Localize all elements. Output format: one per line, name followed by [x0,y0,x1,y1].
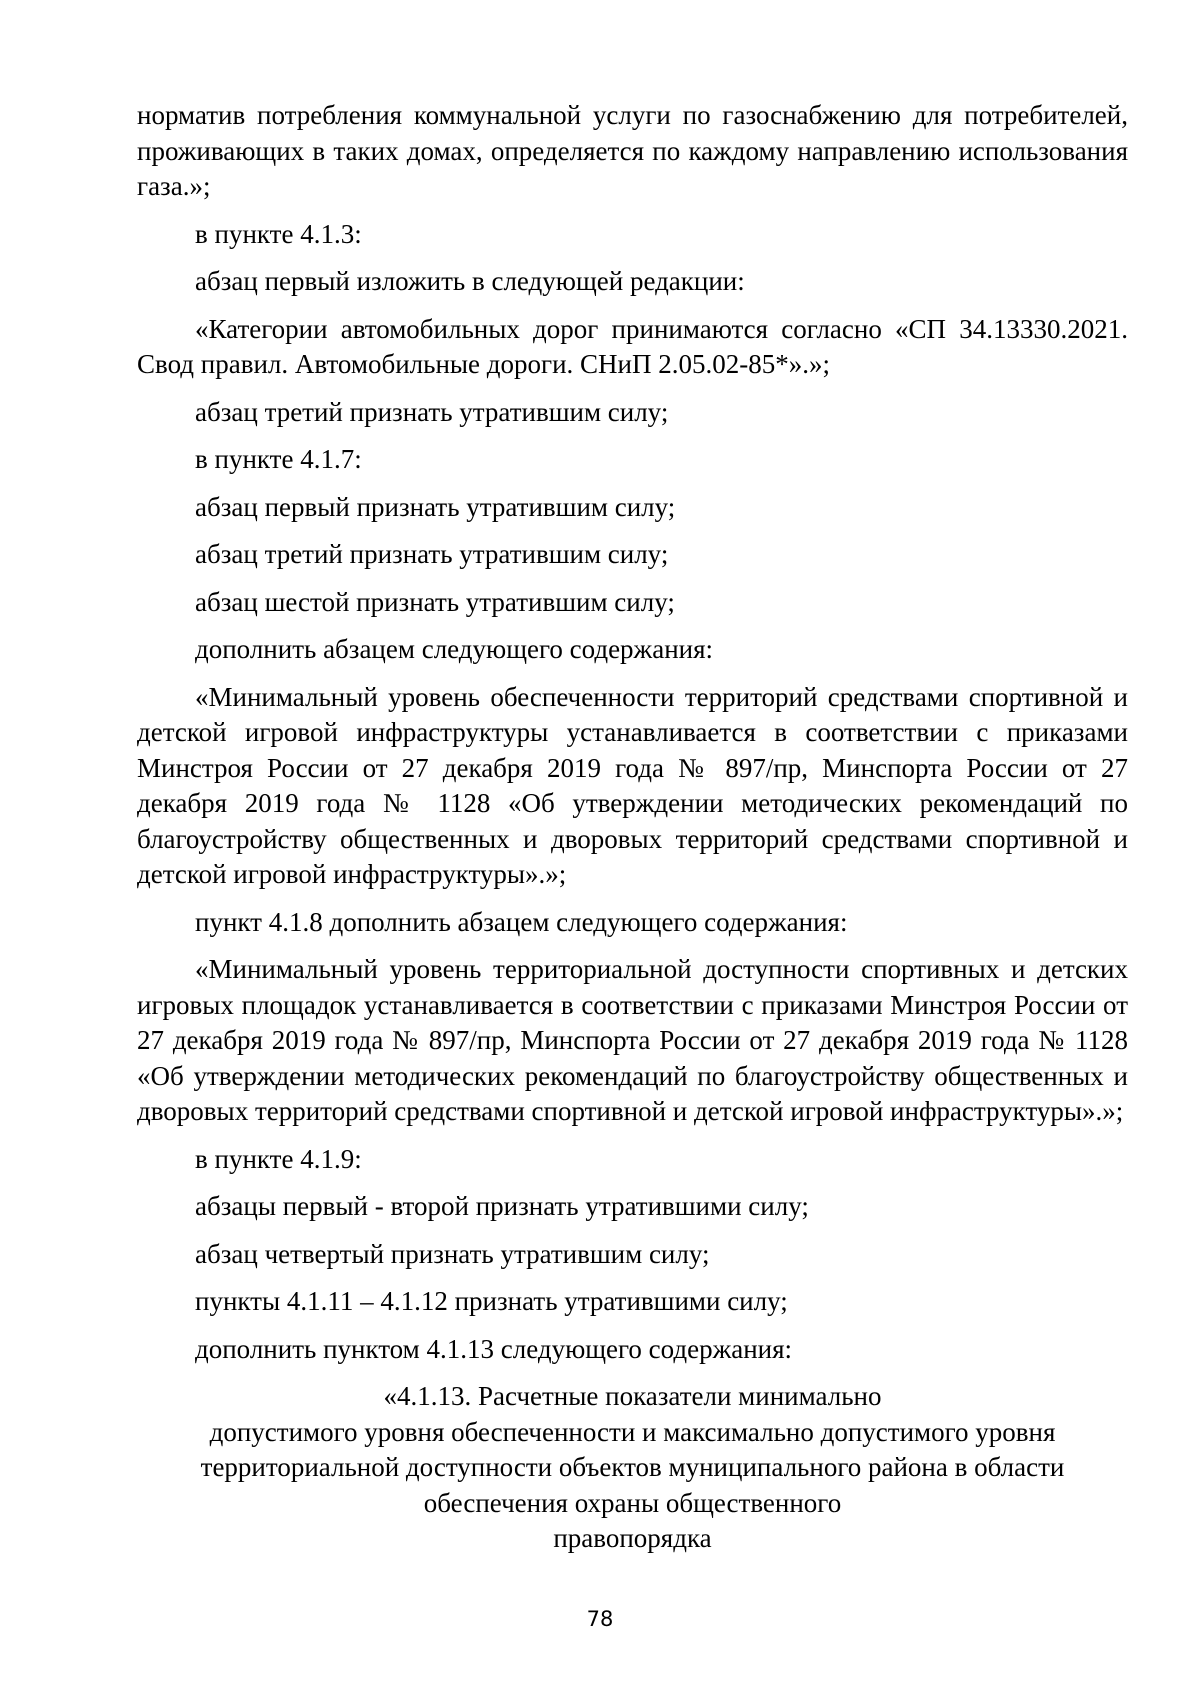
paragraph-sports-accessibility-level: «Минимальный уровень территориальной доступности спортивных и детских игровых площадок устанавливается в соответствии с приказами Минстроя России от 27 декабря 2019 года № 897/пр, Минспорта России от 27 декабря 2019 года № 1128 «Об утверждении методических рекомендаций по благоустройству общественных и дворовых территорий средствами спортивной и детской игровой инфраструктуры».»; [137,954,1128,1126]
paragraph-item-4-1-7: в пункте 4.1.7: [195,444,362,474]
paragraph-first-abz-void: абзац первый признать утратившим силу; [195,491,676,522]
paragraph-first-abz-new-edition: абзац первый изложить в следующей редакции: [195,266,745,296]
paragraph-add-item-4-1-13: дополнить пунктом 4.1.13 следующего содержания: [195,1333,793,1364]
page-number: 78 [586,1607,614,1631]
paragraph-sixth-abz-void: абзац шестой признать утратившим силу; [195,586,675,617]
paragraph-sports-provision-level: «Минимальный уровень обеспеченности территорий средствами спортивной и детской игровой инфраструктуры устанавливается в соответствии с приказами Минстроя России от 27 декабря 2019 года № 897/пр, Минспорта России от 27 декабря 2019 года № 1128 «Об утверждении методических рекомендаций по благоустройству общественных и дворовых территорий средствами спортивной и детской игровой инфраструктуры».»; [137,681,1128,889]
paragraph-fourth-abz-void: абзац четвертый признать утратившим силу; [195,1238,710,1269]
document-page [137,98,1128,1557]
section-heading-4-1-13 [137,1379,1128,1557]
paragraph-gas-norm-continuation: норматив потребления коммунальной услуги по газоснабжению для потребителей, проживающих в таких домах, определяется по каждому направлению использования газа.»; [137,100,1128,201]
heading-line: обеспечения охраны общественного [423,1487,842,1518]
paragraph-item-4-1-3: в пункте 4.1.3: [195,218,362,249]
paragraph-road-categories: «Категории автомобильных дорог принимаются согласно «СП 34.13330.2021. Свод правил. Автомобильные дороги. СНиП 2.05.02-85*».»; [137,313,1128,379]
paragraph-add-abz: дополнить абзацем следующего содержания: [195,634,714,664]
paragraph-third-abz-void: абзац третий признать утратившим силу; [195,396,669,427]
paragraph-item-4-1-9: в пункте 4.1.9: [195,1143,362,1174]
heading-line: «4.1.13. Расчетные показатели минимально [383,1381,882,1411]
paragraph-first-second-abz-void: абзацы первый - второй признать утратившими силу; [195,1191,809,1221]
paragraph-third-abz-void-2: абзац третий признать утратившим силу; [195,539,669,569]
heading-line: территориальной доступности объектов муниципального района в области [200,1452,1065,1482]
heading-line: допустимого уровня обеспеченности и максимально допустимого уровня [209,1416,1056,1447]
paragraph-items-4-1-11-12-void: пункты 4.1.11 – 4.1.12 признать утратившими силу; [195,1286,788,1316]
heading-line: правопорядка [553,1523,712,1553]
paragraph-item-4-1-8-add: пункт 4.1.8 дополнить абзацем следующего содержания: [195,906,848,937]
